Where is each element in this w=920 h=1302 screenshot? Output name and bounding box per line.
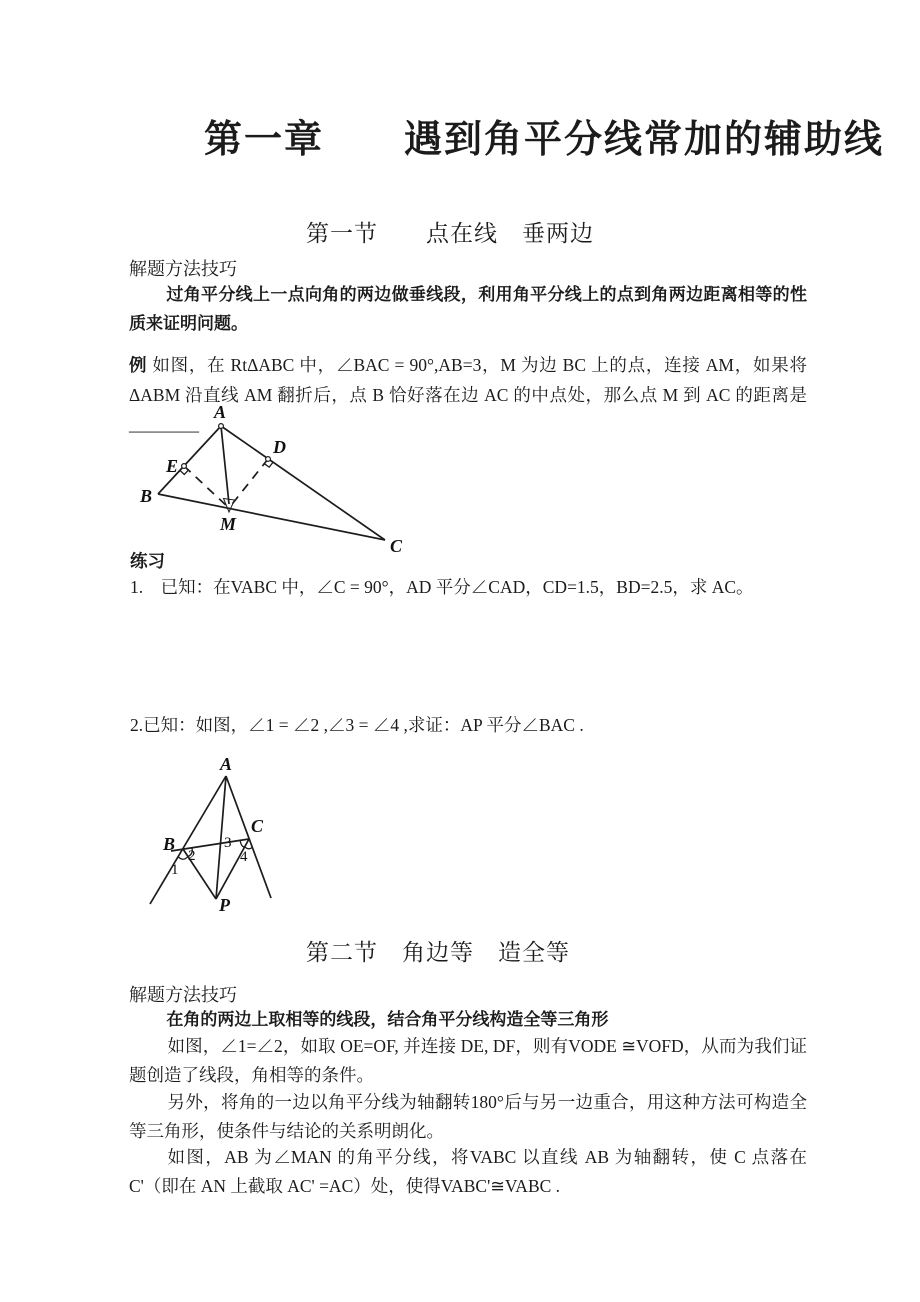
point-D-dot [266,457,271,462]
section2-method-label: 解题方法技巧 [129,985,237,1005]
answer-blank: ________ [129,414,199,434]
exercise-2: 2.已知：如图，∠1 = ∠2 ,∠3 = ∠4 ,求证：AP 平分∠BAC . [130,715,584,735]
section2-heading: 第二节 角边等 造全等 [306,940,570,965]
figure2-label-A: A [220,754,233,774]
dashed-EM [184,466,229,508]
section2-paragraph-2: 另外，将角的一边以角平分线为轴翻转180°后与另一边重合，用这种方法可构造全等三角形，使条件与结论的关系明朗化。 [129,1092,807,1141]
angle-arc-B1 [178,857,188,860]
figure1-label-D: D [273,437,286,457]
figure2-label-angle2: 2 [188,848,196,864]
angle-arc-C3 [240,840,245,847]
section2-paragraph-1: 如图，∠1=∠2，如取 OE=OF, 并连接 DE, DF，则有VODE ≅VOFD，从而为我们证题创造了线段，角相等的条件。 [129,1036,807,1085]
figure1-label-E: E [166,456,179,476]
figure1-label-M: M [220,514,237,534]
line-AB-extended [150,776,226,904]
section1-method-text: 过角平分线上一点向角的两边做垂线段，利用角平分线上的点到角两边距离相等的性质来证明问题。 [129,285,807,334]
figure2-label-B: B [163,834,176,854]
section1-heading: 第一节 点在线 垂两边 [306,221,594,246]
figure1-label-C: C [390,536,403,556]
figure-angle-bisector [125,748,325,926]
exercise-1: 1. 已知：在VABC 中，∠C = 90°，AD 平分∠CAD，CD=1.5，BD=2.5，求 AC。 [130,577,754,597]
figure1-label-B: B [140,486,153,506]
line-AC-extended [226,776,271,898]
chapter-title: 第一章 遇到角平分线常加的辅助线 [204,119,885,161]
example-label: 例 [129,356,148,376]
section2-paragraph-3: 如图，AB 为∠MAN 的角平分线，将VABC 以直线 AB 为轴翻转，使 C 点落在 C'（即在 AN 上截取 AC' =AC）处，使得VABC'≅VABC . [129,1147,807,1196]
figure2-label-angle3: 3 [224,835,232,851]
point-E-dot [182,464,187,469]
line-AM [221,426,229,504]
section1-method-label: 解题方法技巧 [129,259,237,279]
figure2-label-C: C [251,816,264,836]
example-text: 如图，在 RtΔABC 中，∠BAC = 90°,AB=3，M 为边 BC 上的点，连接 AM，如果将ΔABM 沿直线 AM 翻折后，点 B 恰好落在边 AC 的中点处，那么点 M 到 AC 的距离是 [129,355,808,405]
figure1-label-A: A [214,402,227,422]
figure-triangle-fold [130,400,430,558]
figure2-label-P: P [219,895,230,915]
dashed-DM [229,459,268,508]
practice-label: 练习 [130,552,165,572]
point-A-dot [219,424,224,429]
section2-emphasis: 在角的两边上取相等的线段，结合角平分线构造全等三角形 [166,1010,609,1030]
figure2-label-angle1: 1 [171,862,179,878]
right-angle-mark-E [180,470,189,474]
figure2-label-angle4: 4 [240,849,248,865]
